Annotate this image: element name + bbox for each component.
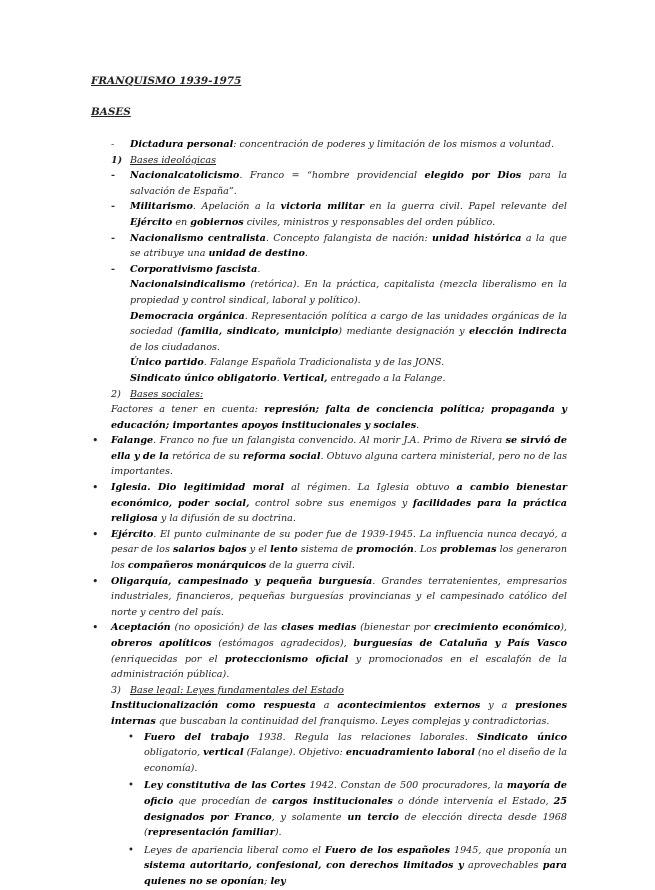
text: de elección directa desde 1968 ( [144, 811, 567, 839]
text: ) mediante designación y [338, 326, 470, 338]
document-body [92, 137, 568, 890]
heading-bases-sociales [111, 387, 567, 403]
item-dictadura-personal [111, 137, 567, 153]
text: . Obtuvo alguna cartera ministerial, pero no de las importantes. [111, 450, 568, 478]
text: : concentración de poderes y limitación de los mismos a voluntad. [233, 139, 555, 150]
item-fuero-del-trabajo [128, 730, 567, 777]
bold-term: Nacionalismo centralista [130, 232, 266, 244]
subheading-label: Bases sociales: [130, 388, 204, 400]
text: y promocionados en el escalafón de la administración pública). [111, 653, 568, 681]
bold-term: gobiernos [190, 216, 244, 228]
item-nacionalcatolicismo [111, 168, 567, 199]
bold-term: salarios bajos [173, 544, 247, 556]
bullet-marker: • [128, 731, 134, 743]
text: a [315, 700, 338, 712]
bold-term: Dictadura personal [130, 139, 234, 150]
text: obligatorio, [144, 747, 204, 759]
bold-term: ley [270, 875, 286, 887]
text: . [304, 248, 308, 260]
item-leyes-apariencia-liberal [128, 843, 567, 890]
bold-term: Nacionalsindicalismo [130, 279, 246, 291]
text: . Los [413, 544, 441, 556]
bullet-marker: • [92, 434, 99, 448]
item-militarismo [111, 199, 567, 230]
item-ley-constitutiva-cortes [128, 778, 567, 840]
text: . Apelación a la [192, 201, 281, 213]
bold-term: Nacionalcatolicismo [130, 170, 240, 182]
bold-term: reforma social [242, 450, 321, 462]
text: a la que se atribuye una [130, 232, 567, 260]
bold-term: unidad de destino [208, 248, 305, 260]
bold-term: presiones internas [111, 700, 567, 727]
text: civiles, ministros y responsables del orden público. [243, 216, 496, 228]
bold-term: compañeros monárquicos [127, 560, 267, 572]
bold-term: facilidades para la práctica religiosa [111, 497, 567, 525]
number-marker: 2) [111, 388, 121, 400]
text: . Falange Española Tradicionalista y de las JONS. [203, 357, 445, 369]
text: en la guerra civil. Papel relevante del [364, 201, 568, 213]
bold-term: cargos institucionales [272, 795, 393, 807]
text: (estómagos agradecidos), [211, 638, 354, 649]
text: 1938. Regula las relaciones laborales. [249, 731, 477, 743]
bold-term: Ejército [130, 216, 173, 228]
text: . Franco = “hombre providencial [239, 170, 425, 182]
item-ejercito [92, 527, 567, 574]
bold-term: Sindicato único obligatorio [130, 372, 277, 384]
text: los generaron los [111, 544, 567, 572]
document-title: FRANQUISMO 1939-1975 [91, 75, 242, 87]
item-factores [111, 402, 567, 433]
item-iglesia [92, 480, 567, 527]
bold-term: acontecimientos externos [337, 700, 481, 712]
text: que buscaban la continuidad del franquismo. Leyes complejas y contradictorias. [155, 715, 550, 727]
bold-term: Vertical, [282, 372, 328, 384]
text: 1945, que proponía un [450, 844, 568, 856]
subheading-label: Bases ideológicas [130, 154, 217, 166]
text: ). [274, 827, 282, 839]
bold-term: encuadramiento laboral [345, 747, 475, 759]
bold-term: para quienes no se oponían [144, 860, 567, 887]
bullet-marker: • [92, 621, 99, 635]
text: entregado a la Falange. [327, 372, 446, 384]
bold-term: a cambio bienestar económico, poder social, [111, 482, 568, 509]
number-marker: 3) [111, 684, 121, 696]
heading-bases-ideologicas [111, 153, 567, 169]
item-unico-partido [111, 355, 567, 371]
text: y a [480, 700, 516, 712]
bold-term: elección indirecta [469, 326, 567, 338]
text: . Franco no fue un falangista convencido. Al morir J.A. Primo de Rivera [153, 435, 506, 447]
text: . El punto culminante de su poder fue de 1939-1945. La influencia nunca decayó, a pesar de los [111, 528, 567, 556]
text: de los ciudadanos. [130, 341, 220, 353]
text: ), [560, 622, 567, 634]
text: aprovechables [463, 860, 543, 872]
bold-term: Ley constitutiva de las Cortes [144, 780, 306, 792]
bold-term: Aceptación [111, 622, 171, 634]
text: o dónde intervenía el Estado, [392, 795, 554, 807]
bold-term: elegido por Dios [424, 170, 522, 182]
bold-term: problemas [440, 544, 497, 556]
text: , y solamente [271, 811, 348, 823]
text: ; [264, 875, 271, 887]
text: retórica de su [168, 450, 243, 462]
dash-marker: - [111, 201, 115, 213]
bullet-marker: • [128, 780, 134, 792]
dash-marker: - [111, 170, 115, 182]
bullet-marker: • [128, 844, 134, 856]
item-aceptacion [92, 620, 567, 682]
bold-term: Fuero de los españoles [324, 844, 451, 856]
item-falange [92, 433, 567, 480]
bold-term: Oligarquía, campesinado y pequeña burguesía [111, 575, 373, 587]
bold-term: familia, sindicato, municipio [181, 326, 339, 338]
heading-base-legal [111, 683, 567, 699]
bold-term: mayoría de oficio [144, 780, 567, 807]
text: . Grandes terratenientes, empresarios industriales, financieros, pequeñas burguesías provincianas y el campesinado católico del norte y centro del país. [111, 575, 567, 618]
bold-term: Militarismo [130, 201, 193, 213]
text: al régimen. La Iglesia obtuvo [284, 482, 457, 494]
text: Factores a tener en cuenta: [111, 404, 265, 416]
bold-term: 25 designados por Franco [144, 795, 567, 823]
bold-term: Institucionalización como respuesta [111, 700, 316, 712]
text: Leyes de apariencia liberal como el [144, 844, 325, 856]
bold-term: victoria militar [280, 201, 365, 213]
section-heading-bases: BASES [91, 106, 131, 118]
text: control sobre sus enemigos y [249, 497, 413, 509]
text: (no oposición) de las [170, 622, 282, 634]
bold-term: Ejército [111, 528, 154, 540]
bold-term: lento [270, 544, 298, 556]
bold-term: Fuero del trabajo [144, 731, 250, 743]
text: . Representación política a cargo de las unidades orgánicas de la sociedad ( [130, 310, 568, 338]
dash-marker: - [111, 232, 115, 244]
text: para la salvación de España”. [130, 170, 567, 197]
subheading-label: Base legal: Leyes fundamentales del Estado [130, 684, 344, 696]
bold-term: promoción [356, 544, 414, 556]
bold-term: burguesías de Cataluña y País Vasco [353, 638, 568, 649]
bold-term: representación familiar [147, 827, 275, 839]
bold-term: Corporativismo fascista [130, 263, 258, 275]
bold-term: Iglesia. Dio legitimidad moral [111, 482, 285, 494]
text: (Falange). Objetivo: [243, 747, 346, 759]
bold-term: clases medias [281, 622, 357, 634]
bold-term: unidad histórica [432, 232, 522, 244]
item-institucionalizacion [111, 698, 567, 729]
bold-term: sistema autoritario, confesional, con derechos limitados y [144, 860, 464, 872]
text: (bienestar por [356, 622, 435, 634]
text: de la guerra civil. [266, 560, 355, 572]
bold-term: represión; falta de conciencia política; propaganda y educación; importantes apoyos institucionales y sociales [111, 404, 567, 431]
bullet-marker: • [92, 481, 99, 495]
text: sistema de [297, 544, 357, 556]
item-sindicato-unico [111, 371, 567, 387]
bullet-marker: • [92, 527, 99, 541]
item-corporativismo-fascista [111, 262, 567, 278]
bold-term: proteccionismo oficial [224, 653, 349, 665]
bold-term: Único partido [130, 357, 204, 369]
text: (enriquecidas por el [111, 653, 225, 665]
dash-marker: - [111, 139, 115, 150]
bold-term: vertical [203, 747, 244, 759]
number-marker: 1) [111, 154, 123, 166]
bold-term: obreros apolíticos [111, 638, 212, 649]
item-nacionalsindicalismo [111, 277, 567, 308]
bold-term: se sirvió de ella y de la [111, 435, 567, 462]
item-nacionalismo-centralista [111, 231, 567, 262]
bold-term: crecimiento económico [434, 622, 561, 634]
text: (retórica). En la práctica, capitalista (mezcla liberalismo en la propiedad y control sindical, laboral y político). [130, 279, 567, 306]
item-oligarquia [92, 574, 567, 621]
bullet-marker: • [92, 574, 99, 588]
text: 1942. Constan de 500 procuradores, la [305, 780, 507, 792]
text: . Concepto falangista de nación: [265, 232, 433, 244]
bold-term: un tercio [347, 811, 399, 823]
text: . [416, 419, 420, 431]
text: . [276, 372, 283, 384]
text: . [257, 263, 261, 275]
bold-term: Falange [111, 435, 154, 447]
text: que procedían de [173, 795, 273, 807]
text: en [172, 216, 191, 228]
bold-term: Democracia orgánica [130, 310, 245, 322]
text: y el [246, 544, 271, 556]
text: (no el diseño de la economía). [144, 747, 567, 774]
dash-marker: - [111, 263, 115, 275]
item-democracia-organica [111, 309, 567, 356]
bold-term: Sindicato único [476, 731, 568, 743]
text: y la difusión de su doctrina. [157, 513, 296, 525]
